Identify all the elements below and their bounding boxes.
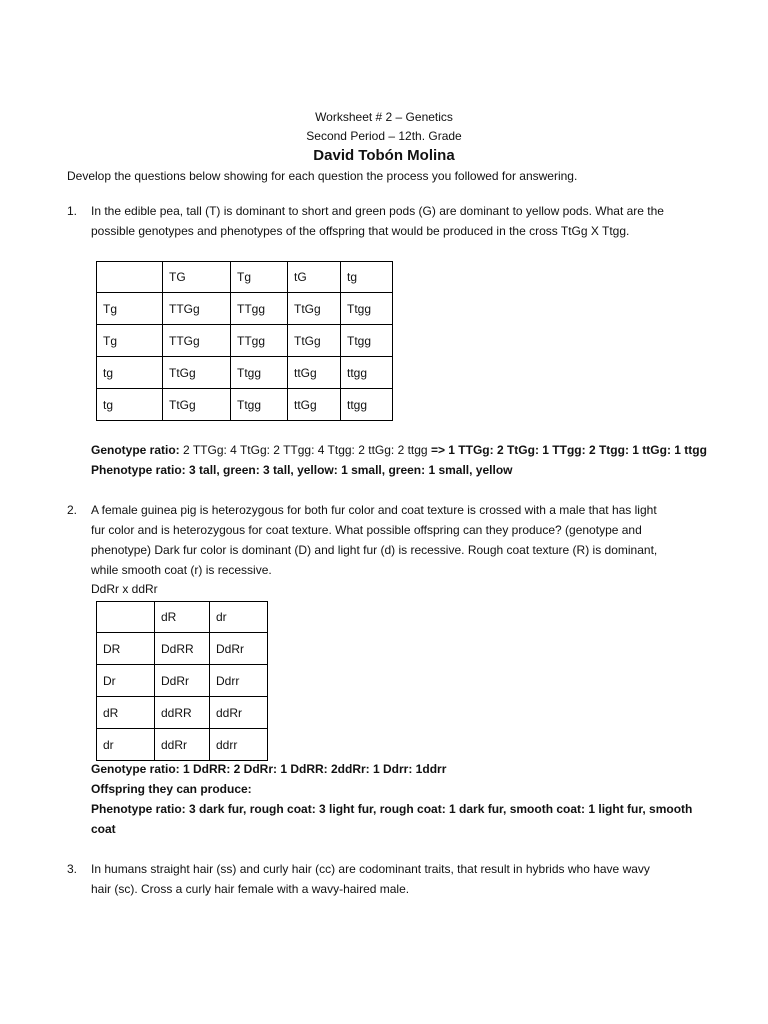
q3-text-line1: In humans straight hair (ss) and curly hair (cc) are codominant traits, that result in hybrids who have wavy — [91, 862, 650, 876]
q3-number: 3. — [67, 862, 78, 876]
q2-cell: ddRr — [155, 729, 210, 761]
q1-table-header-row — [97, 262, 393, 293]
q2-row-label: dR — [97, 697, 155, 729]
q1-table-row — [97, 325, 393, 357]
q1-cell: TtGg — [288, 293, 341, 325]
q1-cell: TTGg — [163, 325, 231, 357]
q2-cell: ddRr — [210, 697, 268, 729]
q1-cell: Ttgg — [231, 357, 288, 389]
q1-cell: ttgg — [341, 389, 393, 421]
q1-text-line1: In the edible pea, tall (T) is dominant to short and green pods (G) are dominant to yellow pods. What are the — [91, 204, 664, 218]
q2-cell: DdRr — [210, 633, 268, 665]
q1-row-label: tg — [97, 389, 163, 421]
q1-phenotype-ratio-label: Phenotype ratio: — [91, 463, 186, 477]
q2-text-line4: while smooth coat (r) is recessive. — [91, 563, 272, 577]
q1-row-label: tg — [97, 357, 163, 389]
q1-table-row — [97, 389, 393, 421]
q1-genotype-ratio-label: Genotype ratio: — [91, 443, 180, 457]
q2-cross: DdRr x ddRr — [91, 582, 158, 596]
q2-text-line1: A female guinea pig is heterozygous for both fur color and coat texture is crossed with a male that has light — [91, 503, 657, 517]
q1-header-cell: TG — [163, 262, 231, 293]
q2-table-row — [97, 697, 268, 729]
q1-cell: ttGg — [288, 389, 341, 421]
q1-punnett-square — [96, 261, 393, 421]
q2-genotype-ratio: Genotype ratio: 1 DdRR: 2 DdRr: 1 DdRR: 2ddRr: 1 Ddrr: 1ddrr — [91, 762, 447, 776]
q1-genotype-ratio-value: 2 TTGg: 4 TtGg: 2 TTgg: 4 Ttgg: 2 ttGg: 2 ttgg — [183, 443, 428, 457]
q3-text-line2: hair (sc). Cross a curly hair female with a wavy-haired male. — [91, 882, 410, 896]
q2-number: 2. — [67, 503, 78, 517]
q1-text-line2: possible genotypes and phenotypes of the offspring that would be produced in the cross TtGg X Ttgg. — [91, 224, 630, 238]
q1-genotype-ratio-result: => 1 TTGg: 2 TtGg: 1 TTgg: 2 Ttgg: 1 ttGg: 1 ttgg — [430, 443, 707, 457]
q1-row-label: Tg — [97, 325, 163, 357]
q1-table-row — [97, 357, 393, 389]
class-period: Second Period – 12th. Grade — [306, 129, 462, 143]
q2-offspring-label: Offspring they can produce: — [91, 782, 252, 796]
q2-cell: ddrr — [210, 729, 268, 761]
q1-cell: ttgg — [341, 357, 393, 389]
q1-number: 1. — [67, 204, 78, 218]
q2-phenotype-line1: Phenotype ratio: 3 dark fur, rough coat: 3 light fur, rough coat: 1 dark fur, smooth coat: 1 light fur, smooth — [91, 802, 693, 816]
q2-text-line3: phenotype) Dark fur color is dominant (D) and light fur (d) is recessive. Rough coat texture (R) is dominant, — [91, 543, 658, 557]
q1-cell: ttGg — [288, 357, 341, 389]
q2-row-label: dr — [97, 729, 155, 761]
q2-header-cell: dr — [210, 602, 268, 633]
q1-cell: TTgg — [231, 293, 288, 325]
instructions: Develop the questions below showing for each question the process you followed for answering. — [67, 169, 578, 183]
q2-header-cell: dR — [155, 602, 210, 633]
q1-phenotype-ratio-value: 3 tall, green: 3 tall, yellow: 1 small, green: 1 small, yellow — [189, 463, 513, 477]
q2-text-line2: fur color and is heterozygous for coat texture. What possible offspring can they produce? (genotype and — [91, 523, 642, 537]
q1-cell: TtGg — [288, 325, 341, 357]
q2-cell: DdRR — [155, 633, 210, 665]
q2-table-row — [97, 665, 268, 697]
q2-table-header-row — [97, 602, 268, 633]
q2-cell: ddRR — [155, 697, 210, 729]
author-name: David Tobón Molina — [313, 147, 455, 164]
q2-cell: DdRr — [155, 665, 210, 697]
q1-row-label: Tg — [97, 293, 163, 325]
q2-row-label: DR — [97, 633, 155, 665]
q2-cell: Ddrr — [210, 665, 268, 697]
q1-corner-cell — [97, 262, 163, 293]
q2-table-row — [97, 633, 268, 665]
worksheet-title: Worksheet # 2 – Genetics — [315, 110, 453, 124]
q1-cell: TTgg — [231, 325, 288, 357]
q1-header-cell: Tg — [231, 262, 288, 293]
q2-row-label: Dr — [97, 665, 155, 697]
q1-cell: Ttgg — [231, 389, 288, 421]
q1-phenotype-ratio — [91, 460, 513, 480]
q1-cell: TtGg — [163, 357, 231, 389]
q1-header-cell: tg — [341, 262, 393, 293]
q2-table-row — [97, 729, 268, 761]
q1-header-cell: tG — [288, 262, 341, 293]
q1-cell: Ttgg — [341, 325, 393, 357]
q2-corner-cell — [97, 602, 155, 633]
q1-cell: TTGg — [163, 293, 231, 325]
q1-cell: TtGg — [163, 389, 231, 421]
q2-phenotype-line2: coat — [91, 822, 116, 836]
q1-table-row — [97, 293, 393, 325]
q2-punnett-square — [96, 601, 268, 761]
q1-cell: Ttgg — [341, 293, 393, 325]
q1-genotype-ratio — [91, 440, 707, 460]
